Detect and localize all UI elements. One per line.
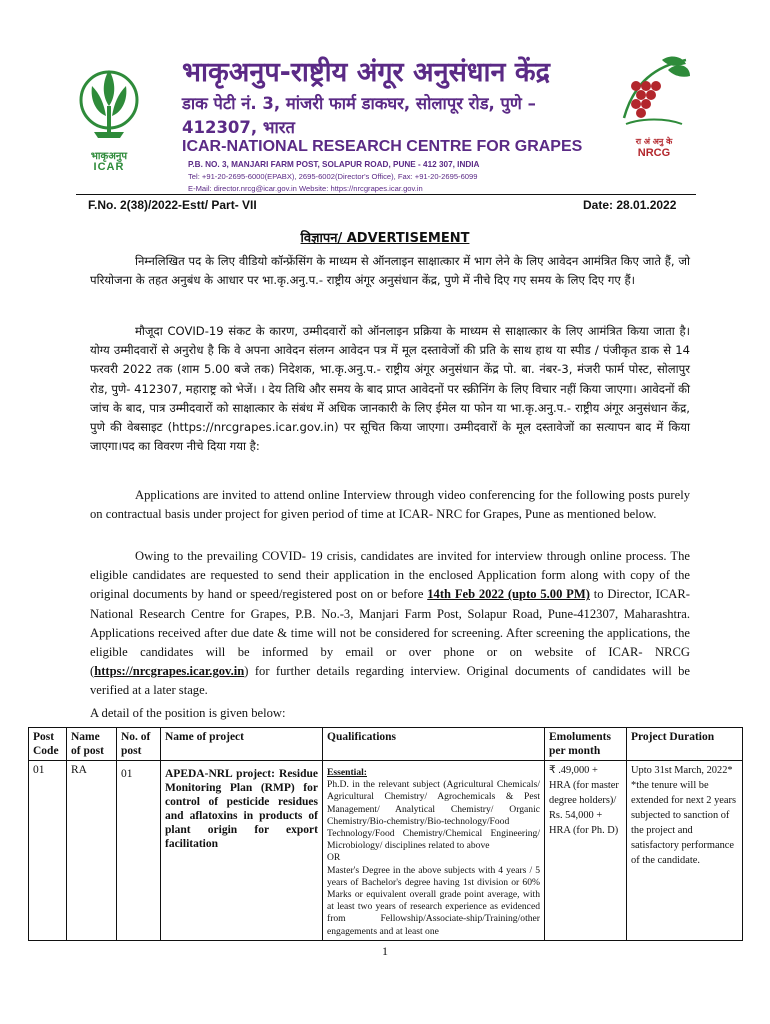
cell-project-name: APEDA-NRL project: Residue Monitoring Plan (RMP) for control of pesticide residues and aflatoxins in products of plant origin for export facilitation — [161, 761, 323, 941]
hindi-paragraph-1: निम्नलिखित पद के लिए वीडियो कॉन्फ्रेंसिंग के माध्यम से ऑनलाइन साक्षात्कार में भाग लेने के लिए आवेदन आमंत्रित किए जाते हैं, जो परियोजना के तहत अनुबंध के आधार पर भा.कृ.अनु.प.- राष्ट्रीय अंगूर अनुसंधान केंद्र, पुणे में नीचे दिए गए समय के लिए दिए गए हैं। — [90, 254, 690, 288]
english-paragraph-2-part3: ) for further details regarding interview. Original documents of candidates will be verified at a later stage. — [90, 664, 690, 698]
header-divider — [76, 194, 696, 195]
position-table — [28, 727, 742, 937]
document-date: Date: 28.01.2022 — [583, 198, 677, 212]
cell-post-code: 01 — [29, 761, 67, 941]
qualifications-phd-text: Ph.D. in the relevant subject (Agricultural Chemicals/ Agricultural Chemistry/ Agrochemicals & Pest Management/ Analytical Chemistry/ Organic Chemistry/Bio-chemistry/Bio-technology/Food Technology/Food Chemistry/Chemical Engineering/ Microbiology/ disciplines related to above — [327, 779, 540, 852]
cell-project-duration: Upto 31st March, 2022* *the tenure will be extended for next 2 years subjected to sanction of the project and satisfactory performance of the candidate. — [627, 761, 743, 941]
institute-title-hindi: भाकृअनुप-राष्ट्रीय अंगूर अनुसंधान केंद्र — [182, 57, 550, 88]
cell-qualifications — [323, 761, 545, 941]
english-paragraph-1: Applications are invited to attend online Interview through video conferencing for the following posts purely on contractual basis under project for given period of time at ICAR- NRC for Grapes, Pune as mentioned below. — [90, 488, 690, 522]
grape-emblem-icon — [616, 52, 692, 134]
header-post-code: Post Code — [29, 728, 67, 761]
position-detail-intro: A detail of the position is given below: — [90, 706, 286, 720]
header-name-of-post: Name of post — [67, 728, 117, 761]
website-link[interactable]: https://nrcgrapes.icar.gov.in — [94, 664, 245, 679]
header-emoluments: Emoluments per month — [545, 728, 627, 761]
application-deadline: 14th Feb 2022 (upto 5.00 PM) — [427, 587, 590, 602]
cell-no-of-post: 01 — [117, 761, 161, 941]
table-row — [29, 761, 743, 941]
header-project-duration: Project Duration — [627, 728, 743, 761]
page-number: 1 — [382, 944, 388, 958]
advertisement-title: विज्ञापन/ ADVERTISEMENT — [300, 231, 470, 246]
cell-emoluments: ₹ .49,000 + HRA (for master degree holders)/ Rs. 54,000 + HRA (for Ph. D) — [545, 761, 627, 941]
english-paragraph-2 — [90, 547, 690, 701]
institute-email-website: E-Mail: director.nrcg@icar.gov.in Website: https://nrcgrapes.icar.gov.in — [188, 184, 423, 193]
header-name-of-project: Name of project — [161, 728, 323, 761]
qualifications-or: OR — [327, 852, 341, 864]
english-paragraph-2-part1: Owing to the prevailing COVID- 19 crisis, candidates are invited for interview through online process. The eligible candidates are requested to send their application in the enclosed Application form along with copy of the original documents by hand or speed/registered post on or before — [90, 549, 690, 602]
wheat-emblem-icon — [76, 56, 142, 148]
header-no-of-post: No. of post — [117, 728, 161, 761]
institute-address-english: P.B. NO. 3, MANJARI FARM POST, SOLAPUR ROAD, PUNE - 412 307, INDIA — [188, 160, 480, 169]
header-qualifications: Qualifications — [323, 728, 545, 761]
institute-phone-fax: Tel: +91-20-2695-6000(EPABX), 2695-6002(Director's Office), Fax: +91-20-2695-6099 — [188, 172, 478, 181]
institute-title-english: ICAR-NATIONAL RESEARCH CENTRE FOR GRAPES — [182, 138, 583, 155]
icar-logo-caption-en: ICAR — [93, 161, 125, 173]
qualifications-masters-text: Master's Degree in the above subjects with 4 years / 5 years of Bachelor's degree having 1st division or 60% Marks or equivalent overall grade point average, with at least two years of research experience as evidenced from Fellowship/Associate-ship/Training/other engagements and at least one — [327, 864, 540, 937]
hindi-paragraph-2: मौजूदा COVID-19 संकट के कारण, उम्मीदवारों को ऑनलाइन प्रक्रिया के माध्यम से साक्षात्कार के लिए आमंत्रित किया जाता है। योग्य उम्मीदवारों से अनुरोध है कि वे अपना आवेदन संलग्न आवेदन पत्र में मूल दस्तावेजों की प्रति के साथ हाथ या स्पीड / पंजीकृत डाक से 14 फरवरी 2022 तक (शाम 5.00 बजे तक) निदेशक, भा.कृ.अनु.प.- राष्ट्रीय अंगूर अनुसंधान केंद्र पो. बा. नंबर-3, मंजरी फार्म पोस्ट, सोलापुर रोड, पुणे- 412307, महाराष्ट्र को भेजें। । देय तिथि और समय के बाद प्राप्त आवेदनों पर स्क्रीनिंग के लिए विचार नहीं किया जाएगा। आवेदनों की जांच के बाद, पात्र उम्मीदवारों को साक्षात्कार के संबंध में अधिक जानकारी के लिए ईमेल या फोन या भा.कृ.अनु.प.- राष्ट्रीय अंगूर अनुसंधान केंद्र, पुणे की वेबसाइट (https://nrcgrapes.icar.gov.in) पर सूचित किया जाएगा। उम्मीदवारों के मूल दस्तावेजों का सत्यापन बाद में किया जाएगा।पद का विवरण नीचे दिया गया है: — [90, 324, 690, 454]
nrcg-logo-caption-hi: रा अं अनु के — [635, 137, 673, 146]
qualifications-essential-label: Essential: — [327, 767, 367, 778]
nrcg-logo — [616, 52, 692, 162]
institute-address-hindi: डाक पेटी नं. 3, मांजरी फार्म डाकघर, सोलापूर रोड, पुणे – 412307, भारत — [182, 94, 536, 137]
nrcg-logo-caption-en: NRCG — [637, 147, 671, 159]
english-paragraph-2-part2: to Director, ICAR- National Research Centre for Grapes, P.B. No.-3, Manjari Farm Post, Solapur Road, Pune-412307, Maharashtra. Applications received after due date & time will not be considered for screening. After screening the applications, the eligible candidates will be informed by email or over phone or on website of ICAR- NRCG ( — [90, 587, 690, 679]
icar-logo-caption-hi: भाकृअनुप — [90, 151, 128, 162]
file-number: F.No. 2(38)/2022-Estt/ Part- VII — [88, 198, 257, 212]
cell-name-of-post: RA — [67, 761, 117, 941]
table-header-row — [29, 728, 743, 761]
icar-logo — [76, 56, 142, 174]
